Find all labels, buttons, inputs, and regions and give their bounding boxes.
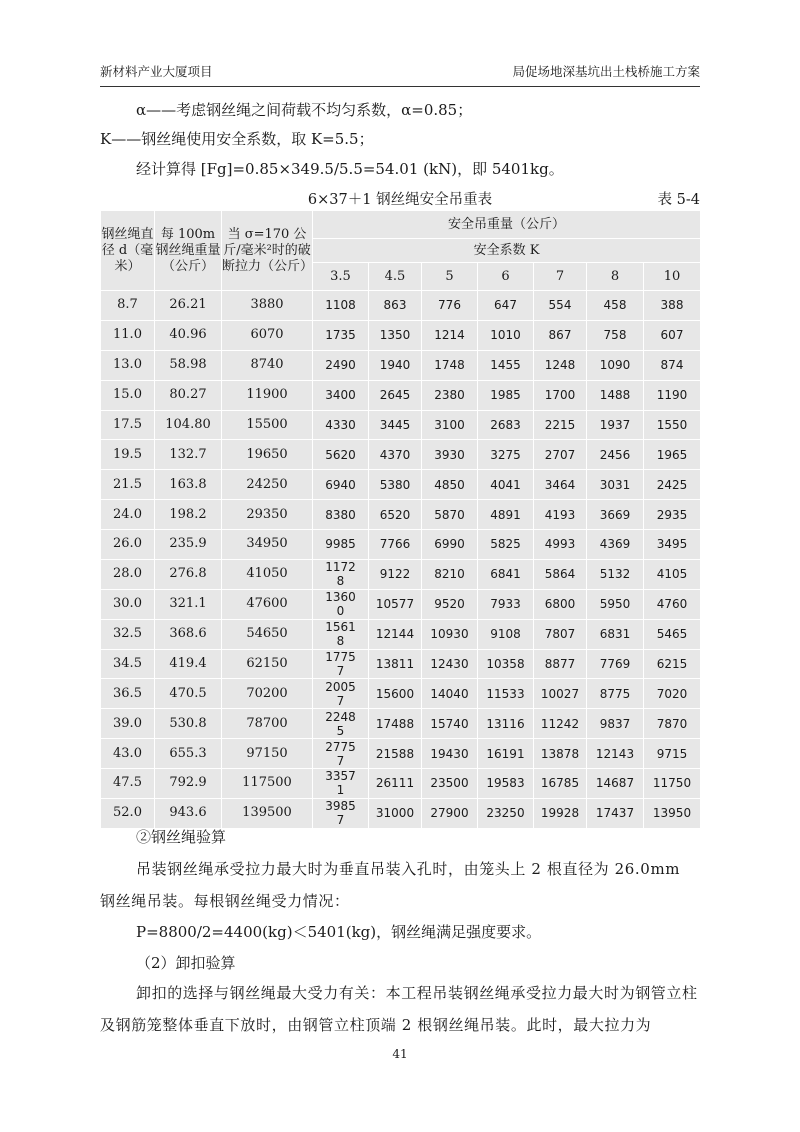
table-cell: 4370 (369, 440, 422, 470)
table-row (101, 320, 701, 350)
table-cell: 530.8 (155, 709, 222, 739)
table-cell: 163.8 (155, 470, 222, 500)
table-cell: 321.1 (155, 589, 222, 619)
table-cell: 11900 (222, 380, 313, 410)
calculation-result: 经计算得 [Fg]=0.85×349.5/5.5=54.01 (kN)，即 5401kg。 (136, 160, 564, 178)
wire-check-heading: ②钢丝绳验算 (136, 828, 227, 846)
header-document-title: 局促场地深基坑出土栈桥施工方案 (512, 64, 700, 79)
table-cell: 235.9 (155, 530, 222, 560)
table-cell: 6990 (422, 530, 478, 560)
table-cell: 58.98 (155, 350, 222, 380)
table-cell: 1488 (587, 380, 644, 410)
table-cell: 554 (534, 291, 587, 321)
header-diameter: 钢丝绳直径 d（毫米） (101, 211, 155, 291)
header-k-value: 6 (478, 263, 534, 291)
header-k-value: 5 (422, 263, 478, 291)
table-cell: 16785 (534, 769, 587, 799)
table-cell: 1735 (313, 320, 369, 350)
table-cell: 4369 (587, 530, 644, 560)
table-cell: 31000 (369, 798, 422, 828)
table-cell: 13878 (534, 739, 587, 769)
table-cell: 863 (369, 291, 422, 321)
header-k-value: 7 (534, 263, 587, 291)
table-cell: 97150 (222, 739, 313, 769)
table-cell: 19430 (422, 739, 478, 769)
table-cell: 6070 (222, 320, 313, 350)
table-cell: 29350 (222, 500, 313, 530)
table-cell: 2645 (369, 380, 422, 410)
table-row (101, 410, 701, 440)
table-cell: 1350 (369, 320, 422, 350)
table-cell: 15500 (222, 410, 313, 440)
table-cell: 20057 (313, 679, 369, 709)
table-cell: 19650 (222, 440, 313, 470)
table-cell: 3400 (313, 380, 369, 410)
table-cell: 2935 (644, 500, 701, 530)
table-cell: 8775 (587, 679, 644, 709)
table-cell: 39857 (313, 798, 369, 828)
table-cell: 47.5 (101, 769, 155, 799)
table-cell: 13116 (478, 709, 534, 739)
table-cell: 34950 (222, 530, 313, 560)
table-cell: 4891 (478, 500, 534, 530)
table-cell: 11750 (644, 769, 701, 799)
table-cell: 17437 (587, 798, 644, 828)
table-cell: 10358 (478, 649, 534, 679)
table-cell: 7769 (587, 649, 644, 679)
table-cell: 14040 (422, 679, 478, 709)
table-cell: 12143 (587, 739, 644, 769)
shackle-check-body: 卸扣的选择与钢丝绳最大受力有关：本工程吊装钢丝绳承受拉力最大时为钢管立柱及钢筋笼整体垂直下放时，由钢管立柱顶端 2 根钢丝绳吊装。此时，最大拉力为 (100, 984, 698, 1034)
table-cell: 8.7 (101, 291, 155, 321)
table-cell: 11533 (478, 679, 534, 709)
table-cell: 7870 (644, 709, 701, 739)
table-cell: 7933 (478, 589, 534, 619)
table-cell: 9985 (313, 530, 369, 560)
table-cell: 5870 (422, 500, 478, 530)
table-cell: 5864 (534, 559, 587, 589)
table-row (101, 649, 701, 679)
table-cell: 19583 (478, 769, 534, 799)
table-cell: 9520 (422, 589, 478, 619)
table-cell: 27757 (313, 739, 369, 769)
table-cell: 8877 (534, 649, 587, 679)
header-safety-factor: 安全系数 K (313, 239, 701, 263)
table-row (101, 380, 701, 410)
table-cell: 17757 (313, 649, 369, 679)
table-cell: 7766 (369, 530, 422, 560)
table-cell: 9122 (369, 559, 422, 589)
table-cell: 1937 (587, 410, 644, 440)
table-row (101, 470, 701, 500)
table-cell: 4850 (422, 470, 478, 500)
table-cell: 26.21 (155, 291, 222, 321)
table-cell: 26.0 (101, 530, 155, 560)
table-cell: 52.0 (101, 798, 155, 828)
header-weight: 每 100m 钢丝绳重量（公斤） (155, 211, 222, 291)
table-row (101, 500, 701, 530)
page-number: 41 (392, 1047, 408, 1061)
table-cell: 17.5 (101, 410, 155, 440)
table-cell: 15740 (422, 709, 478, 739)
table-cell: 1214 (422, 320, 478, 350)
table-cell: 368.6 (155, 619, 222, 649)
table-cell: 132.7 (155, 440, 222, 470)
table-cell: 6841 (478, 559, 534, 589)
table-cell: 4330 (313, 410, 369, 440)
table-cell: 2380 (422, 380, 478, 410)
table-cell: 655.3 (155, 739, 222, 769)
wire-rope-load-table (100, 210, 701, 829)
table-cell: 5950 (587, 589, 644, 619)
table-cell: 1700 (534, 380, 587, 410)
table-cell: 3464 (534, 470, 587, 500)
table-title: 6×37＋1 钢丝绳安全吊重表 (307, 192, 493, 208)
table-cell: 21588 (369, 739, 422, 769)
table-cell: 5380 (369, 470, 422, 500)
table-cell: 39.0 (101, 709, 155, 739)
table-cell: 33571 (313, 769, 369, 799)
table-cell: 9715 (644, 739, 701, 769)
k-definition: K——钢丝绳使用安全系数，取 K=5.5； (100, 130, 374, 148)
table-cell: 54650 (222, 619, 313, 649)
table-cell: 4105 (644, 559, 701, 589)
table-cell: 6831 (587, 619, 644, 649)
table-cell: 41050 (222, 559, 313, 589)
table-cell: 4041 (478, 470, 534, 500)
table-row (101, 619, 701, 649)
table-cell: 19.5 (101, 440, 155, 470)
table-cell: 43.0 (101, 739, 155, 769)
header-k-value: 4.5 (369, 263, 422, 291)
wire-check-body: 吊装钢丝绳承受拉力最大时为垂直吊装入孔时，由笼头上 2 根直径为 26.0mm 钢丝绳吊装。每根钢丝绳受力情况： (100, 860, 681, 910)
table-cell: 2683 (478, 410, 534, 440)
table-cell: 16191 (478, 739, 534, 769)
table-cell: 14687 (587, 769, 644, 799)
table-cell: 3930 (422, 440, 478, 470)
table-cell: 40.96 (155, 320, 222, 350)
table-cell: 1985 (478, 380, 534, 410)
header-k-value: 3.5 (313, 263, 369, 291)
table-cell: 6215 (644, 649, 701, 679)
table-cell: 276.8 (155, 559, 222, 589)
table-cell: 1090 (587, 350, 644, 380)
table-cell: 792.9 (155, 769, 222, 799)
table-cell: 30.0 (101, 589, 155, 619)
header-safe-load: 安全吊重量（公斤） (313, 211, 701, 239)
table-cell: 1940 (369, 350, 422, 380)
table-cell: 419.4 (155, 649, 222, 679)
table-cell: 10027 (534, 679, 587, 709)
header-breaking-force: 当 σ=170 公斤/毫米²时的破断拉力（公斤） (222, 211, 313, 291)
table-cell: 3880 (222, 291, 313, 321)
table-cell: 15600 (369, 679, 422, 709)
table-cell: 6800 (534, 589, 587, 619)
table-cell: 10930 (422, 619, 478, 649)
table-cell: 23500 (422, 769, 478, 799)
table-cell: 15.0 (101, 380, 155, 410)
table-row (101, 769, 701, 799)
table-cell: 2215 (534, 410, 587, 440)
table-cell: 3275 (478, 440, 534, 470)
table-cell: 70200 (222, 679, 313, 709)
table-row (101, 679, 701, 709)
table-cell: 2707 (534, 440, 587, 470)
table-cell: 198.2 (155, 500, 222, 530)
table-cell: 139500 (222, 798, 313, 828)
table-cell: 80.27 (155, 380, 222, 410)
table-cell: 10577 (369, 589, 422, 619)
table-cell: 3100 (422, 410, 478, 440)
table-cell: 1248 (534, 350, 587, 380)
table-cell: 27900 (422, 798, 478, 828)
table-cell: 3669 (587, 500, 644, 530)
table-cell: 6940 (313, 470, 369, 500)
table-cell: 3445 (369, 410, 422, 440)
table-cell: 8380 (313, 500, 369, 530)
table-cell: 24250 (222, 470, 313, 500)
table-row (101, 291, 701, 321)
table-cell: 1748 (422, 350, 478, 380)
table-cell: 4760 (644, 589, 701, 619)
table-cell: 758 (587, 320, 644, 350)
page-header (100, 62, 700, 87)
table-cell: 5825 (478, 530, 534, 560)
table-cell: 388 (644, 291, 701, 321)
table-cell: 117500 (222, 769, 313, 799)
table-cell: 2425 (644, 470, 701, 500)
table-cell: 11.0 (101, 320, 155, 350)
table-cell: 5465 (644, 619, 701, 649)
wire-check-result: P=8800/2=4400(kg)＜5401(kg)，钢丝绳满足强度要求。 (136, 923, 542, 941)
table-row (101, 739, 701, 769)
table-cell: 2490 (313, 350, 369, 380)
table-row (101, 589, 701, 619)
header-k-value: 8 (587, 263, 644, 291)
table-row (101, 559, 701, 589)
table-cell: 28.0 (101, 559, 155, 589)
alpha-definition: α——考虑钢丝绳之间荷载不均匀系数，α=0.85； (136, 101, 473, 119)
table-cell: 867 (534, 320, 587, 350)
table-cell: 3495 (644, 530, 701, 560)
table-cell: 12144 (369, 619, 422, 649)
shackle-check-heading: （2）卸扣验算 (136, 954, 236, 972)
table-cell: 23250 (478, 798, 534, 828)
table-cell: 1455 (478, 350, 534, 380)
table-row (101, 798, 701, 828)
table-cell: 3031 (587, 470, 644, 500)
table-cell: 17488 (369, 709, 422, 739)
table-cell: 470.5 (155, 679, 222, 709)
table-cell: 13811 (369, 649, 422, 679)
table-row (101, 530, 701, 560)
table-cell: 5620 (313, 440, 369, 470)
table-cell: 22485 (313, 709, 369, 739)
table-cell: 7807 (534, 619, 587, 649)
table-cell: 36.5 (101, 679, 155, 709)
table-cell: 34.5 (101, 649, 155, 679)
table-cell: 8740 (222, 350, 313, 380)
table-cell: 7020 (644, 679, 701, 709)
table-cell: 11728 (313, 559, 369, 589)
table-cell: 32.5 (101, 619, 155, 649)
table-cell: 21.5 (101, 470, 155, 500)
table-cell: 4993 (534, 530, 587, 560)
table-cell: 776 (422, 291, 478, 321)
table-cell: 1010 (478, 320, 534, 350)
table-cell: 943.6 (155, 798, 222, 828)
table-cell: 13.0 (101, 350, 155, 380)
table-cell: 19928 (534, 798, 587, 828)
table-caption (100, 188, 700, 210)
table-cell: 8210 (422, 559, 478, 589)
table-row (101, 440, 701, 470)
table-cell: 13950 (644, 798, 701, 828)
table-cell: 15618 (313, 619, 369, 649)
table-cell: 6520 (369, 500, 422, 530)
table-cell: 12430 (422, 649, 478, 679)
table-cell: 26111 (369, 769, 422, 799)
table-cell: 104.80 (155, 410, 222, 440)
table-cell: 78700 (222, 709, 313, 739)
header-project-name: 新材料产业大厦项目 (100, 64, 213, 79)
table-cell: 2456 (587, 440, 644, 470)
table-cell: 4193 (534, 500, 587, 530)
table-cell: 9837 (587, 709, 644, 739)
table-row (101, 350, 701, 380)
table-cell: 47600 (222, 589, 313, 619)
table-cell: 874 (644, 350, 701, 380)
table-cell: 1108 (313, 291, 369, 321)
table-cell: 11242 (534, 709, 587, 739)
table-number: 表 5-4 (657, 192, 700, 208)
table-cell: 62150 (222, 649, 313, 679)
table-cell: 647 (478, 291, 534, 321)
table-cell: 1965 (644, 440, 701, 470)
table-cell: 13600 (313, 589, 369, 619)
table-cell: 1550 (644, 410, 701, 440)
table-cell: 5132 (587, 559, 644, 589)
table-cell: 9108 (478, 619, 534, 649)
header-k-value: 10 (644, 263, 701, 291)
table-cell: 24.0 (101, 500, 155, 530)
table-cell: 458 (587, 291, 644, 321)
table-cell: 1190 (644, 380, 701, 410)
table-row (101, 709, 701, 739)
table-cell: 607 (644, 320, 701, 350)
